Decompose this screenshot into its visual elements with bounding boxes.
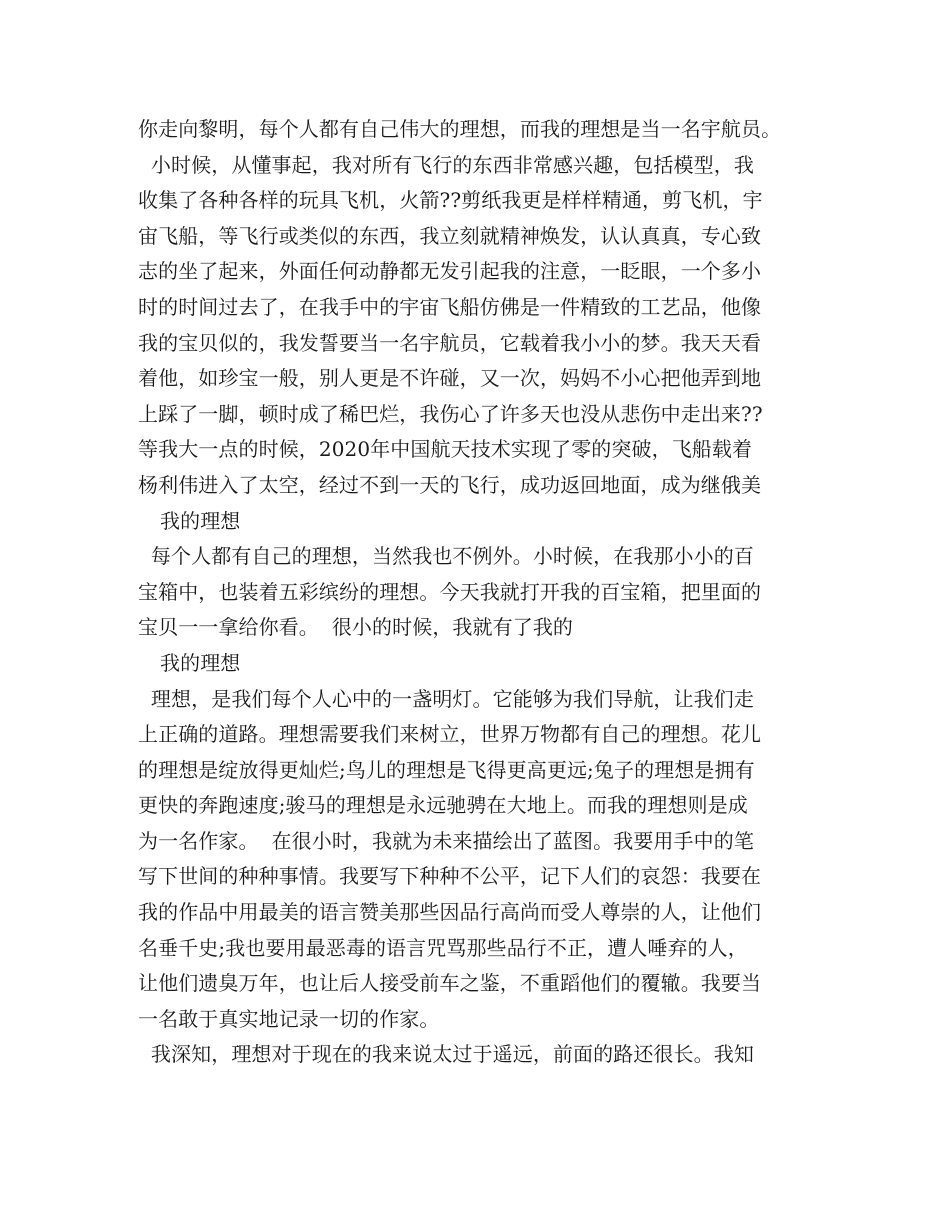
text-line: 写下世间的种种事情。我要写下种种不公平，记下人们的哀怨：我要在 bbox=[138, 864, 762, 889]
text-line: 宙飞船，等飞行或类似的东西，我立刻就精神焕发，认认真真，专心致 bbox=[138, 223, 762, 248]
text-line: 上踩了一脚，顿时成了稀巴烂，我伤心了许多天也没从悲伤中走出来?? bbox=[138, 401, 763, 426]
text-line: 的理想是绽放得更灿烂;鸟儿的理想是飞得更高更远;兔子的理想是拥有 bbox=[138, 757, 755, 782]
text-line: 我的宝贝似的，我发誓要当一名宇航员，它载着我小小的梦。我天天看 bbox=[138, 330, 762, 355]
text-line: 上正确的道路。理想需要我们来树立，世界万物都有自己的理想。花儿 bbox=[138, 722, 762, 747]
section-heading: 我的理想 bbox=[160, 650, 241, 675]
text-line: 一名敢于真实地记录一切的作家。 bbox=[138, 1006, 440, 1031]
text-line: 我的作品中用最美的语言赞美那些因品行高尚而受人尊崇的人，让他们 bbox=[138, 900, 762, 925]
text-line: 着他，如珍宝一般，别人更是不许碰，又一次，妈妈不小心把他弄到地 bbox=[138, 366, 762, 391]
text-line: 小时候，从懂事起，我对所有飞行的东西非常感兴趣，包括模型，我 bbox=[138, 152, 754, 177]
document-body bbox=[138, 112, 828, 1073]
text-line: 宝贝一一拿给你看。 很小的时候，我就有了我的 bbox=[138, 615, 574, 640]
text-line: 志的坐了起来，外面任何动静都无发引起我的注意，一眨眼，一个多小 bbox=[138, 259, 762, 284]
text-line: 时的时间过去了，在我手中的宇宙飞船仿佛是一件精致的工艺品，他像 bbox=[138, 294, 762, 319]
text-line: 你走向黎明，每个人都有自己伟大的理想，而我的理想是当一名宇航员。 bbox=[138, 117, 782, 141]
text-line: 我深知，理想对于现在的我来说太过于遥远，前面的路还很长。我知 bbox=[138, 1042, 754, 1067]
text-line: 更快的奔跑速度;骏马的理想是永远驰骋在大地上。而我的理想则是成 bbox=[138, 793, 748, 818]
text-line: 名垂千史;我也要用最恶毒的语言咒骂那些品行不正，遭人唾弃的人， bbox=[138, 935, 748, 960]
text-line: 宝箱中，也装着五彩缤纷的理想。今天我就打开我的百宝箱，把里面的 bbox=[138, 579, 762, 604]
text-line: 每个人都有自己的理想，当然我也不例外。小时候，在我那小小的百 bbox=[138, 544, 754, 569]
text-line: 让他们遗臭万年，也让后人接受前车之鉴，不重蹈他们的覆辙。我要当 bbox=[138, 971, 762, 996]
text-line: 理想，是我们每个人心中的一盏明灯。它能够为我们导航，让我们走 bbox=[138, 686, 754, 711]
text-line: 为一名作家。 在很小时，我就为未来描绘出了蓝图。我要用手中的笔 bbox=[138, 828, 754, 853]
text-line: 杨利伟进入了太空，经过不到一天的飞行，成功返回地面，成为继俄美 bbox=[138, 472, 762, 497]
text-line: 收集了各种各样的玩具飞机，火箭??剪纸我更是样样精通，剪飞机，宇 bbox=[138, 188, 763, 213]
section-heading: 我的理想 bbox=[160, 508, 241, 533]
text-line: 等我大一点的时候，2020年中国航天技术实现了零的突破，飞船载着 bbox=[138, 437, 753, 462]
